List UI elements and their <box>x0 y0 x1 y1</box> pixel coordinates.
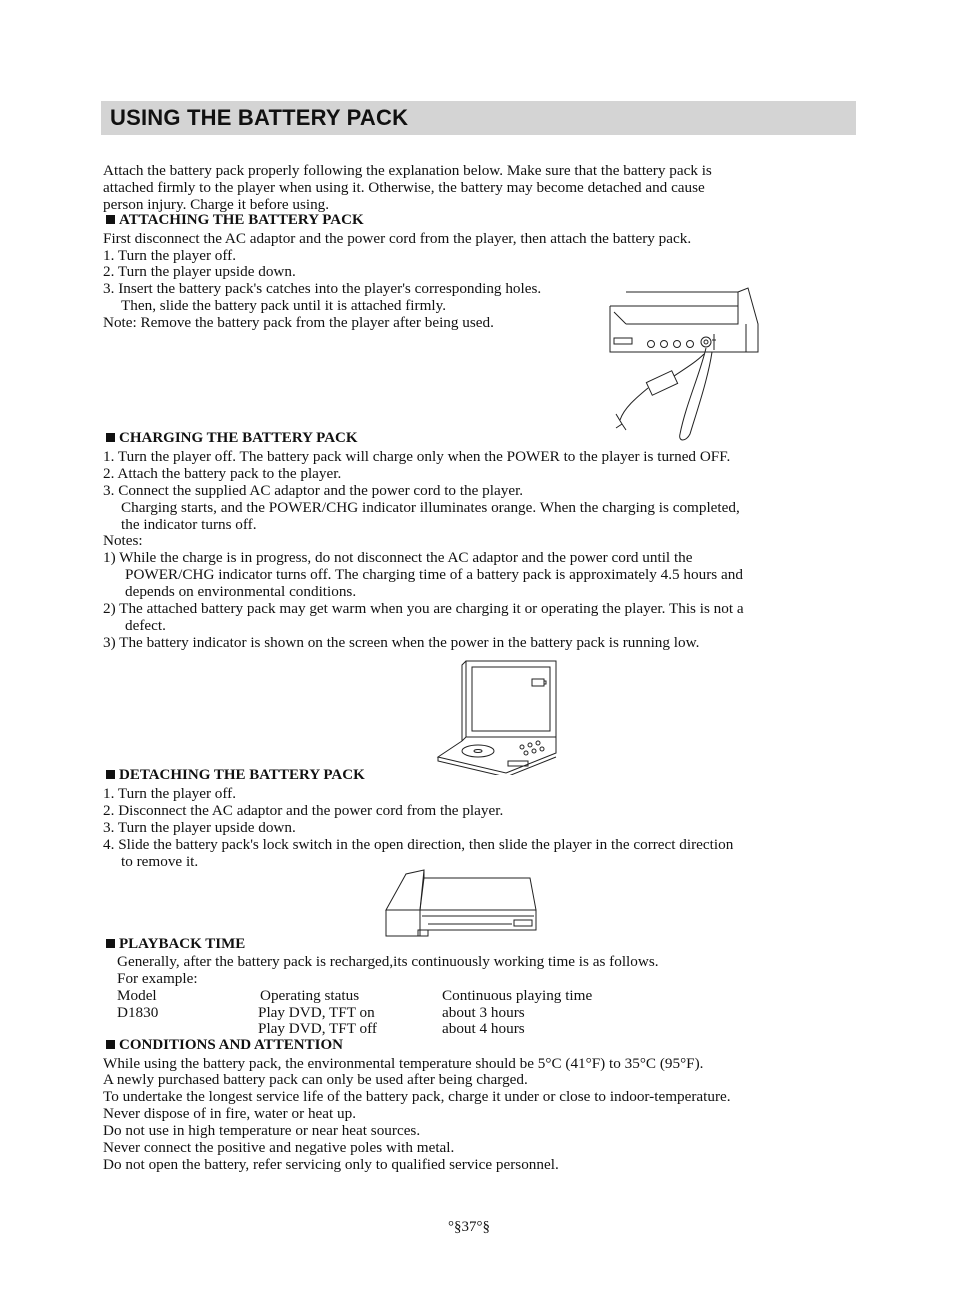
charging-line: 2. Attach the battery pack to the player. <box>103 465 342 482</box>
playback-example: For example: <box>117 970 198 987</box>
charging-note: 1) While the charge is in progress, do not disconnect the AC adaptor and the power cord until the <box>103 549 693 566</box>
charging-note: depends on environmental conditions. <box>125 583 357 600</box>
table-cell-time: about 3 hours <box>442 1004 525 1021</box>
detaching-line: 4. Slide the battery pack's lock switch in the open direction, then slide the player in the correct direction <box>103 836 734 853</box>
conditions-line: Do not use in high temperature or near heat sources. <box>103 1122 421 1139</box>
battery-attach-figure <box>596 284 766 442</box>
table-header-model: Model <box>117 987 157 1004</box>
attaching-lead: First disconnect the AC adaptor and the power cord from the player, then attach the battery pack. <box>103 230 692 247</box>
detaching-line: 1. Turn the player off. <box>103 785 237 802</box>
bullet-square-icon <box>106 433 115 442</box>
table-cell-model: D1830 <box>117 1004 159 1021</box>
bullet-square-icon <box>106 939 115 948</box>
conditions-line: To undertake the longest service life of the battery pack, charge it under or close to indoor-temperature. <box>103 1088 731 1105</box>
table-cell-status: Play DVD, TFT off <box>258 1020 377 1037</box>
detaching-line: 3. Turn the player upside down. <box>103 819 296 836</box>
charging-note: 2) The attached battery pack may get warm when you are charging it or operating the player. This is not a <box>103 600 744 617</box>
table-header-time: Continuous playing time <box>442 987 593 1004</box>
charging-note: POWER/CHG indicator turns off. The charging time of a battery pack is approximately 4.5 hours and <box>125 566 743 583</box>
detaching-line: to remove it. <box>121 853 199 870</box>
attaching-step: 3. Insert the battery pack's catches into the player's corresponding holes. <box>103 280 542 297</box>
section-heading-detaching: DETACHING THE BATTERY PACK <box>106 767 365 784</box>
charging-line: Charging starts, and the POWER/CHG indicator illuminates orange. When the charging is completed, <box>121 499 740 516</box>
title-banner <box>101 101 856 135</box>
charging-note: 3) The battery indicator is shown on the screen when the power in the battery pack is running low. <box>103 634 700 651</box>
table-header-status: Operating status <box>260 987 360 1004</box>
battery-detach-figure <box>384 866 540 940</box>
section-heading-playback: PLAYBACK TIME <box>106 936 245 953</box>
intro-line: attached firmly to the player when using it. Otherwise, the battery may become detached and cause <box>103 179 705 196</box>
intro-line: Attach the battery pack properly following the explanation below. Make sure that the battery pack is <box>103 162 712 179</box>
section-heading-charging: CHARGING THE BATTERY PACK <box>106 430 358 447</box>
bullet-square-icon <box>106 1040 115 1049</box>
charging-notes-label: Notes: <box>103 532 143 549</box>
table-cell-time: about 4 hours <box>442 1020 525 1037</box>
charging-line: 1. Turn the player off. The battery pack will charge only when the POWER to the player is turned OFF. <box>103 448 731 465</box>
table-cell-status: Play DVD, TFT on <box>258 1004 375 1021</box>
conditions-line: While using the battery pack, the environmental temperature should be 5°C (41°F) to 35°C (95°F). <box>103 1055 704 1072</box>
charging-note: defect. <box>125 617 166 634</box>
conditions-line: Never dispose of in fire, water or heat up. <box>103 1105 357 1122</box>
detaching-line: 2. Disconnect the AC adaptor and the power cord from the player. <box>103 802 504 819</box>
charging-line: the indicator turns off. <box>121 516 257 533</box>
conditions-line: A newly purchased battery pack can only be used after being charged. <box>103 1071 528 1088</box>
bullet-square-icon <box>106 215 115 224</box>
section-heading-attaching: ATTACHING THE BATTERY PACK <box>106 212 364 229</box>
attaching-step: Then, slide the battery pack until it is attached firmly. <box>121 297 447 314</box>
attaching-step: 2. Turn the player upside down. <box>103 263 296 280</box>
page-title: USING THE BATTERY PACK <box>110 105 409 130</box>
attaching-step: 1. Turn the player off. <box>103 247 237 264</box>
playback-lead: Generally, after the battery pack is recharged,its continuously working time is as follows. <box>117 953 659 970</box>
charging-line: 3. Connect the supplied AC adaptor and the power cord to the player. <box>103 482 524 499</box>
conditions-line: Never connect the positive and negative poles with metal. <box>103 1139 455 1156</box>
conditions-line: Do not open the battery, refer servicing only to qualified service personnel. <box>103 1156 559 1173</box>
bullet-square-icon <box>106 770 115 779</box>
intro-line: person injury. Charge it before using. <box>103 196 330 213</box>
page-number: °§37°§ <box>448 1219 490 1235</box>
section-heading-conditions: CONDITIONS AND ATTENTION <box>106 1037 343 1054</box>
player-open-figure <box>436 657 560 775</box>
attaching-note: Note: Remove the battery pack from the player after being used. <box>103 314 494 331</box>
